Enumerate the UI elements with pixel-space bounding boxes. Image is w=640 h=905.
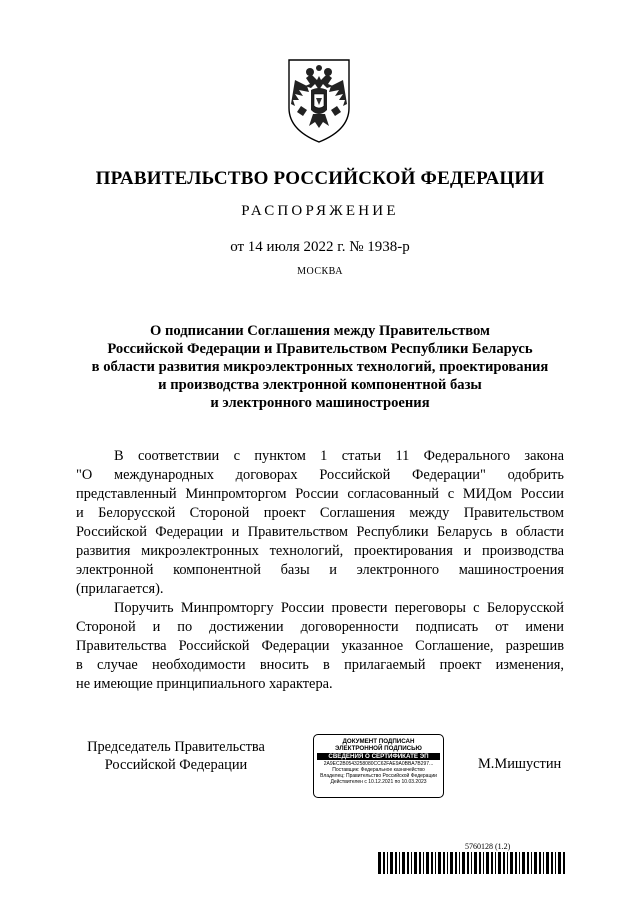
heading-line: и электронного машиностроения — [210, 395, 430, 411]
stamp-serial: 2A9EC2B0543258080CC62FAE9A0BBA7B297... — [323, 761, 434, 767]
body-line: Правительства Российской Федерации указанное Соглашение, разрешив — [76, 638, 564, 654]
signer-name: М.Мишустин — [478, 756, 562, 772]
stamp-title: ДОКУМЕНТ ПОДПИСАН — [342, 738, 415, 745]
stamp-validity: Действителен с 10.12.2021 по 10.03.2023 — [330, 779, 427, 785]
document-heading — [60, 322, 580, 412]
signer-position-line: Председатель Правительства — [87, 739, 265, 755]
body-line: и Белорусской Стороной проект Соглашения между Правительством — [76, 505, 564, 521]
document-date-number: от 14 июля 2022 г. № 1938-р — [230, 239, 410, 255]
body-line: В соответствии с пунктом 1 статьи 11 Федерального закона — [114, 448, 564, 464]
document-type: РАСПОРЯЖЕНИЕ — [241, 203, 399, 219]
government-title: ПРАВИТЕЛЬСТВО РОССИЙСКОЙ ФЕДЕРАЦИИ — [95, 168, 545, 189]
body-line: "О международных договорах Российской Федерации" одобрить — [76, 467, 564, 483]
body-line: Российской Федерации и Правительством Республики Беларусь в области — [76, 524, 564, 540]
stamp-certificate-label: СВЕДЕНИЯ О СЕРТИФИКАТЕ ЭП — [317, 753, 440, 760]
body-line: Стороной и по достижении договоренности подписать от имени — [76, 619, 564, 635]
body-line: развития микроэлектронных технологий, проектирования и производства — [76, 543, 564, 559]
heading-line: Российской Федерации и Правительством Республики Беларусь — [107, 341, 533, 357]
electronic-signature-stamp — [313, 734, 444, 798]
heading-line: и производства электронной компонентной базы — [158, 377, 482, 393]
document-city: МОСКВА — [297, 266, 343, 277]
stamp-issuer: Поставщик: Федеральное казначейство — [332, 767, 425, 773]
heading-line: О подписании Соглашения между Правительством — [150, 323, 490, 339]
signer-position — [76, 738, 276, 774]
heading-line: в области развития микроэлектронных технологий, проектирования — [91, 359, 549, 375]
state-emblem-icon — [283, 56, 355, 146]
body-line: Поручить Минпромторгу России провести переговоры с Белорусской — [114, 600, 564, 616]
document-body — [76, 447, 564, 694]
body-line: представленный Минпромторгом России согласованный с МИДом России — [76, 486, 564, 502]
body-line: в случае необходимости вносить в прилагаемый проект изменения, — [76, 657, 564, 673]
body-line: электронной компонентной базы и электронного машиностроения — [76, 562, 564, 578]
body-line: не имеющие принципиального характера. — [76, 676, 333, 692]
body-line: (прилагается). — [76, 581, 164, 597]
barcode-number: 5760128 (1.2) — [465, 842, 511, 851]
signer-position-line: Российской Федерации — [104, 757, 248, 773]
barcode-icon — [378, 852, 566, 874]
stamp-owner: Владелец: Правительство Российской Федерации — [320, 773, 437, 779]
stamp-subtitle: ЭЛЕКТРОННОЙ ПОДПИСЬЮ — [335, 745, 422, 752]
